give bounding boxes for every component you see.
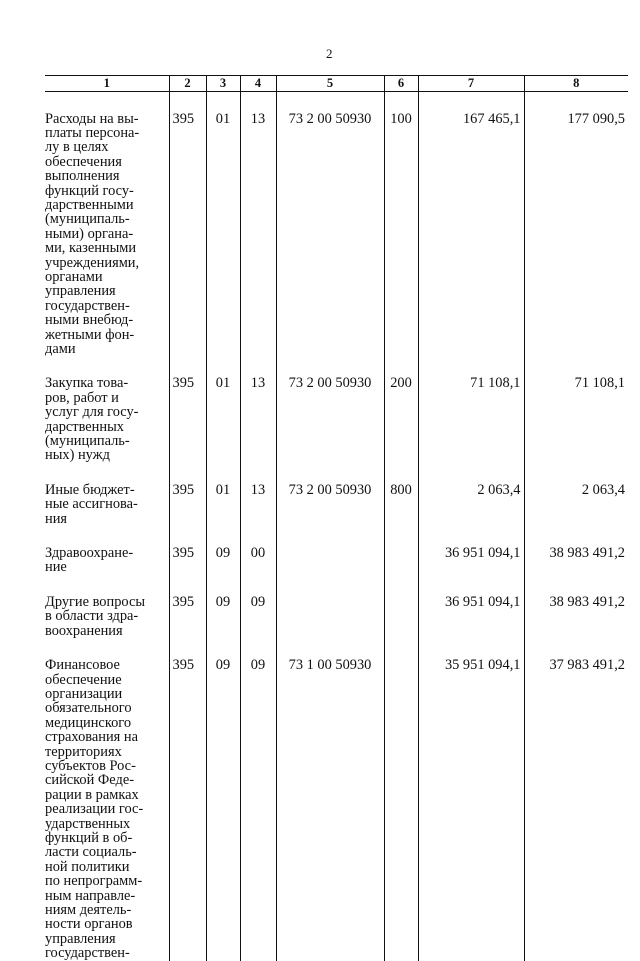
description-line: органами xyxy=(45,268,103,285)
table-row xyxy=(45,544,628,575)
table-row xyxy=(45,110,628,357)
column-header-3: 3 xyxy=(206,76,240,92)
description-line: обеспечение xyxy=(45,671,122,688)
cell-amount-year2: 37 983 491,2 xyxy=(524,656,628,961)
description-line: управления xyxy=(45,930,116,947)
row-spacer xyxy=(45,638,628,656)
row-spacer xyxy=(45,356,628,374)
cell-section-code: 09 xyxy=(206,544,240,575)
cell-section-code: 01 xyxy=(206,110,240,357)
description-line: рации в рамках xyxy=(45,786,139,803)
cell-amount-year1: 36 951 094,1 xyxy=(418,593,524,638)
description-line: территориях xyxy=(45,743,122,760)
description-line: (муниципаль- xyxy=(45,433,130,450)
table-row xyxy=(45,481,628,526)
cell-amount-year1: 35 951 094,1 xyxy=(418,656,524,961)
cell-amount-year2: 71 108,1 xyxy=(524,374,628,462)
description-line: государствен- xyxy=(45,945,130,961)
cell-target-article: 73 2 00 50930 xyxy=(276,110,384,357)
cell-expense-type: 200 xyxy=(384,374,418,462)
cell-section-code: 09 xyxy=(206,656,240,961)
description-line: ные ассигнова- xyxy=(45,496,138,513)
description-line: ударственных xyxy=(45,815,131,832)
cell-amount-year1: 36 951 094,1 xyxy=(418,544,524,575)
cell-target-article: 73 2 00 50930 xyxy=(276,481,384,526)
table-header-row xyxy=(45,76,628,92)
cell-amount-year1: 71 108,1 xyxy=(418,374,524,462)
cell-expense-type: 800 xyxy=(384,481,418,526)
cell-admin-code: 395 xyxy=(169,593,206,638)
table-row xyxy=(45,374,628,462)
cell-expense-type xyxy=(384,593,418,638)
table-body xyxy=(45,91,628,961)
description-line: обеспечения xyxy=(45,153,122,170)
description-line: ниям деятель- xyxy=(45,902,132,918)
description-line: Здравоохране- xyxy=(45,545,134,562)
column-header-4: 4 xyxy=(240,76,276,92)
cell-admin-code: 395 xyxy=(169,544,206,575)
description-line: дарственных xyxy=(45,418,124,435)
description-line: ными) органа- xyxy=(45,225,134,242)
description-line: Финансовое xyxy=(45,657,120,674)
cell-description xyxy=(45,481,169,526)
description-line: субъектов Рос- xyxy=(45,757,136,774)
cell-subsection-code: 13 xyxy=(240,110,276,357)
description-line: платы персона- xyxy=(45,124,140,141)
description-line: функций госу- xyxy=(45,182,134,199)
cell-admin-code: 395 xyxy=(169,481,206,526)
cell-admin-code: 395 xyxy=(169,110,206,357)
cell-amount-year2: 2 063,4 xyxy=(524,481,628,526)
description-line: ние xyxy=(45,559,67,576)
description-line: дами xyxy=(45,341,76,357)
description-line: страхования на xyxy=(45,729,138,746)
description-line: функций в об- xyxy=(45,829,133,846)
description-line: обязательного xyxy=(45,700,132,717)
table-row xyxy=(45,656,628,961)
cell-subsection-code: 09 xyxy=(240,593,276,638)
cell-subsection-code: 13 xyxy=(240,481,276,526)
budget-table xyxy=(45,75,628,961)
table-row xyxy=(45,593,628,638)
description-line: воохранения xyxy=(45,622,123,639)
description-line: государствен- xyxy=(45,297,130,314)
description-line: сийской Феде- xyxy=(45,772,134,789)
description-line: дарственными xyxy=(45,196,134,213)
column-header-7: 7 xyxy=(418,76,524,92)
description-line: Расходы на вы- xyxy=(45,110,139,127)
cell-amount-year2: 38 983 491,2 xyxy=(524,544,628,575)
cell-section-code: 09 xyxy=(206,593,240,638)
description-line: выполнения xyxy=(45,168,120,185)
description-line: ми, казенными xyxy=(45,240,137,257)
cell-description xyxy=(45,110,169,357)
description-line: в области здра- xyxy=(45,608,139,625)
cell-target-article xyxy=(276,544,384,575)
page-number: 2 xyxy=(326,46,333,61)
description-line: учреждениями, xyxy=(45,254,140,271)
cell-amount-year1: 2 063,4 xyxy=(418,481,524,526)
description-line: лу в целях xyxy=(45,139,109,156)
row-spacer xyxy=(45,463,628,481)
cell-admin-code: 395 xyxy=(169,374,206,462)
description-line: организации xyxy=(45,685,123,702)
column-header-2: 2 xyxy=(169,76,206,92)
cell-amount-year1: 167 465,1 xyxy=(418,110,524,357)
description-line: Закупка това- xyxy=(45,375,129,392)
description-line: жетными фон- xyxy=(45,326,135,343)
cell-section-code: 01 xyxy=(206,374,240,462)
column-header-5: 5 xyxy=(276,76,384,92)
cell-description xyxy=(45,374,169,462)
cell-expense-type xyxy=(384,656,418,961)
description-line: ров, работ и xyxy=(45,389,119,406)
description-line: Другие вопросы xyxy=(45,593,146,610)
cell-target-article: 73 1 00 50930 xyxy=(276,656,384,961)
cell-description xyxy=(45,544,169,575)
description-line: ных) нужд xyxy=(45,447,110,464)
cell-amount-year2: 177 090,5 xyxy=(524,110,628,357)
description-line: Иные бюджет- xyxy=(45,481,135,498)
description-line: ными внебюд- xyxy=(45,312,134,329)
description-line: ности органов xyxy=(45,916,133,933)
description-line: управления xyxy=(45,283,116,300)
cell-target-article: 73 2 00 50930 xyxy=(276,374,384,462)
cell-description xyxy=(45,656,169,961)
column-header-6: 6 xyxy=(384,76,418,92)
cell-description xyxy=(45,593,169,638)
row-spacer xyxy=(45,575,628,593)
row-spacer xyxy=(45,526,628,544)
description-line: ния xyxy=(45,510,68,527)
description-line: по непрограмм- xyxy=(45,873,143,890)
description-line: ласти социаль- xyxy=(45,844,137,861)
cell-expense-type: 100 xyxy=(384,110,418,357)
cell-subsection-code: 13 xyxy=(240,374,276,462)
description-line: ным направле- xyxy=(45,887,136,904)
column-header-1: 1 xyxy=(45,76,169,92)
description-line: ной политики xyxy=(45,858,130,875)
cell-admin-code: 395 xyxy=(169,656,206,961)
cell-subsection-code: 00 xyxy=(240,544,276,575)
description-line: реализации гос- xyxy=(45,801,144,818)
cell-target-article xyxy=(276,593,384,638)
cell-section-code: 01 xyxy=(206,481,240,526)
cell-amount-year2: 38 983 491,2 xyxy=(524,593,628,638)
description-line: (муниципаль- xyxy=(45,211,130,228)
cell-expense-type xyxy=(384,544,418,575)
cell-subsection-code: 09 xyxy=(240,656,276,961)
description-line: услуг для госу- xyxy=(45,404,139,421)
column-header-8: 8 xyxy=(524,76,628,92)
description-line: медицинского xyxy=(45,714,132,731)
